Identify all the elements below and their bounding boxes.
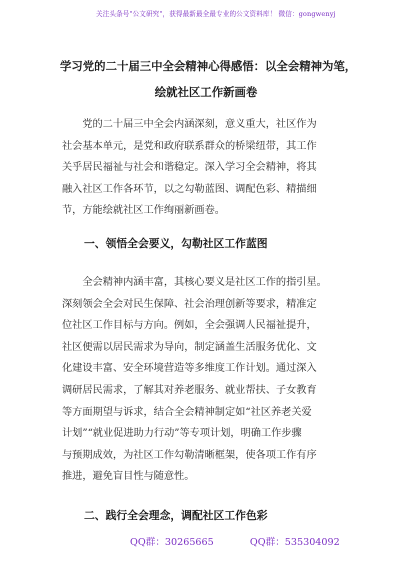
section-1-paragraph xyxy=(62,272,352,488)
paragraph-line: 节，方能绘就社区工作绚丽新画卷。 xyxy=(62,205,225,217)
section-heading-2: 二、践行全会理念，调配社区工作色彩 xyxy=(84,509,268,522)
document-title-line-1: 学习党的二十届三中全会精神心得感悟：以全会精神为笔， xyxy=(60,59,357,73)
header-note: 关注头条号"公文研究"，获得最新最全最专业的公文资料库！ 微信：gongwenyj xyxy=(96,10,336,18)
paragraph-line: 位社区工作目标与方向。例如，全会强调人民福祉提升， xyxy=(62,320,317,332)
document-title-line-2: 绘就社区工作新画卷 xyxy=(154,85,258,99)
paragraph-line: 与预期成效，为社区工作勾勒清晰框架，使各项工作有序 xyxy=(62,449,317,461)
paragraph-line: 党的二十届三中全会内涵深刻，意义重大，社区作为 xyxy=(62,119,317,130)
paragraph-line: 社区便需以居民需求为导向，制定涵盖生活服务优化、文 xyxy=(62,341,317,353)
paragraph-line: 关乎居民福祉与社会和谐稳定。深入学习全会精神，将其 xyxy=(62,162,317,174)
paragraph-line: 化建设丰富、安全环境营造等多维度工作计划。通过深入 xyxy=(62,363,317,375)
paragraph-line: 深刻领会全会对民生保障、社会治理创新等要求，精准定 xyxy=(62,298,317,310)
footer-qq-group-1: QQ群：30265665 xyxy=(130,537,214,548)
paragraph-line: 全会精神内涵丰富，其核心要义是社区工作的指引星。 xyxy=(62,277,327,288)
section-heading-1: 一、领悟全会要义，勾勒社区工作蓝图 xyxy=(84,237,268,250)
paragraph-line: 推进，避免盲目性与随意性。 xyxy=(62,471,195,483)
paragraph-line: 社会基本单元，是党和政府联系群众的桥梁纽带，其工作 xyxy=(62,140,317,152)
footer-contact xyxy=(130,534,340,548)
paragraph-line: 计划”“就业促进助力行动”等专项计划，明确工作步骤 xyxy=(62,428,302,440)
paragraph-line: 调研居民需求，了解其对养老服务、就业帮扶、子女教育 xyxy=(62,384,317,396)
paragraph-line: 等方面期望与诉求，结合全会精神制定如“社区养老关爱 xyxy=(62,406,312,418)
intro-paragraph xyxy=(62,114,352,222)
paragraph-line: 融入社区工作各环节，以之勾勒蓝图、调配色彩、精描细 xyxy=(62,183,317,195)
footer-qq-group-2: QQ群：535304092 xyxy=(249,537,340,548)
